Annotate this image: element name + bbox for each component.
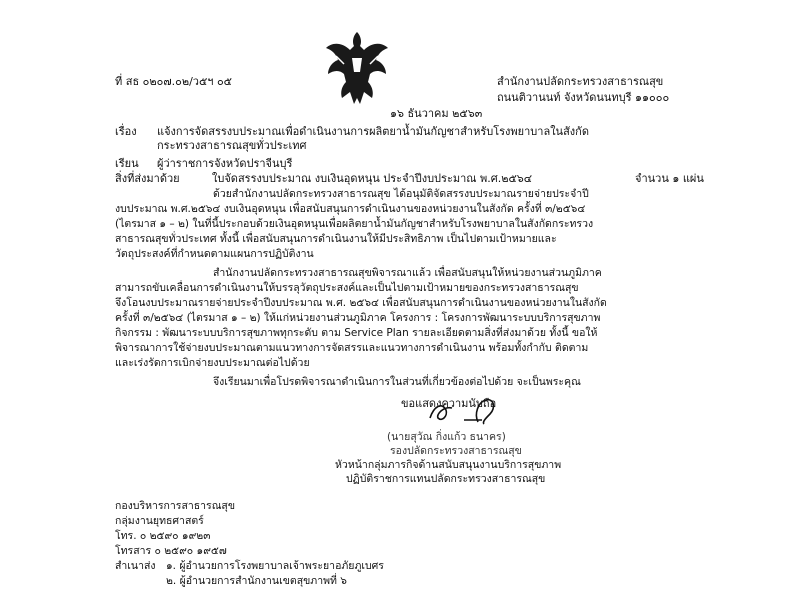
recipient-value: ผู้ว่าราชการจังหวัดปราจีนบุรี — [157, 157, 293, 170]
body-p2-line-1: สำนักงานปลัดกระทรวงสาธารณสุขพิจารณาแล้ว เพื่อสนับสนุนให้หน่วยงานส่วนภูมิภาค — [213, 267, 602, 279]
footer-fax: โทรสาร ๐ ๒๕๙๐ ๑๙๕๗ — [115, 545, 227, 557]
closing-salutation: ขอแสดงความนับถือ — [401, 397, 497, 410]
cc-item-1: ๑. ผู้อำนวยการโรงพยาบาลเจ้าพระยาอภัยภูเบศร — [166, 560, 384, 572]
signer-name: (นายสุวัณ กิ่งแก้ว ธนาคร) — [387, 431, 506, 443]
signer-title-1: รองปลัดกระทรวงสาธารณสุข — [390, 445, 522, 457]
footer-group: กลุ่มงานยุทธศาสตร์ — [115, 515, 204, 527]
body-p1-line-2: งบประมาณ พ.ศ.๒๕๖๔ งบเงินอุดหนุน เพื่อสนับสนุนการดำเนินงานของหน่วยงานในสังกัด ครั้งที่ ๓/๒๕๖๔ — [115, 203, 586, 215]
handwritten-signature — [424, 392, 514, 428]
body-p1-line-4: สาธารณสุขทั่วประเทศ ทั้งนี้ เพื่อสนับสนุนการดำเนินงานให้มีประสิทธิภาพ เป็นไปตามเป้าหมายและ — [115, 233, 557, 245]
footer-department: กองบริหารการสาธารณสุข — [115, 500, 236, 512]
subject-line-2: กระทรวงสาธารณสุขทั่วประเทศ — [157, 139, 307, 152]
garuda-emblem-icon — [322, 28, 392, 108]
enclosure-quantity: จำนวน ๑ แผ่น — [635, 172, 704, 185]
body-p2-line-7: และเร่งรัดการเบิกจ่ายงบประมาณต่อไปด้วย — [115, 357, 310, 369]
body-p2-line-4: ครั้งที่ ๓/๒๕๖๔ (ไตรมาส ๑ – ๒) ให้แก่หน่วยงานส่วนภูมิภาค โครงการ : โครงการพัฒนาระบบบริการสุขภาพ — [115, 312, 601, 324]
footer-telephone: โทร. ๐ ๒๕๙๐ ๑๙๒๓ — [115, 530, 211, 542]
body-p1-line-1: ด้วยสำนักงานปลัดกระทรวงสาธารณสุข ได้อนุมัติจัดสรรงบประมาณรายจ่ายประจำปี — [213, 188, 589, 200]
body-p2-line-6: พิจารณาการใช้จ่ายงบประมาณตามแนวทางการจัดสรรและแนวทางการดำเนินงาน พร้อมทั้งกำกับ ติดตาม — [115, 342, 589, 354]
cc-item-2: ๒. ผู้อำนวยการสำนักงานเขตสุขภาพที่ ๖ — [166, 575, 347, 587]
body-p2-line-3: จึงโอนงบประมาณรายจ่ายประจำปีงบประมาณ พ.ศ. ๒๕๖๔ เพื่อสนับสนุนการดำเนินงานของหน่วยงานในสังกัด — [115, 297, 607, 309]
cc-label: สำเนาส่ง — [115, 560, 156, 572]
signer-title-3: ปฏิบัติราชการแทนปลัดกระทรวงสาธารณสุข — [346, 473, 546, 485]
body-p3: จึงเรียนมาเพื่อโปรดพิจารณาดำเนินการในส่วนที่เกี่ยวข้องต่อไปด้วย จะเป็นพระคุณ — [213, 376, 581, 388]
body-p1-line-5: วัตถุประสงค์ที่กำหนดตามแผนการปฏิบัติงาน — [115, 248, 314, 260]
reference-number: ที่ สธ ๐๒๐๗.๐๒/ว๕ฯ ๐๕ — [115, 75, 233, 88]
recipient-label: เรียน — [115, 157, 139, 170]
body-p2-line-2: สามารถขับเคลื่อนการดำเนินงานให้บรรลุวัตถุประสงค์และเป็นไปตามเป้าหมายของกระทรวงสาธารณสุข — [115, 282, 579, 294]
subject-line-1: แจ้งการจัดสรรงบประมาณเพื่อดำเนินงานการผลิตยาน้ำมันกัญชาสำหรับโรงพยาบาลในสังกัด — [157, 125, 589, 138]
letter-date: ๑๖ ธันวาคม ๒๕๖๓ — [390, 107, 483, 120]
enclosure-label: สิ่งที่ส่งมาด้วย — [115, 172, 180, 185]
org-name: สำนักงานปลัดกระทรวงสาธารณสุข — [497, 75, 664, 88]
enclosure-value: ใบจัดสรรงบประมาณ งบเงินอุดหนุน ประจำปีงบประมาณ พ.ศ.๒๕๖๔ — [212, 172, 533, 185]
subject-label: เรื่อง — [115, 125, 137, 138]
org-address: ถนนติวานนท์ จังหวัดนนทบุรี ๑๑๐๐๐ — [497, 91, 670, 104]
signer-title-2: หัวหน้ากลุ่มภารกิจด้านสนับสนุนงานบริการสุขภาพ — [335, 459, 562, 471]
body-p1-line-3: (ไตรมาส ๑ – ๒) ในที่นี้ประกอบด้วยเงินอุดหนุนเพื่อผลิตยาน้ำมันกัญชาสำหรับโรงพยาบาลในสังกัดกระทรวง — [115, 218, 594, 230]
body-p2-line-5: กิจกรรม : พัฒนาระบบบริการสุขภาพทุกระดับ ตาม Service Plan รายละเอียดตามสิ่งที่ส่งมาด้วย ทั้งนี้ ขอให้ — [115, 327, 598, 339]
